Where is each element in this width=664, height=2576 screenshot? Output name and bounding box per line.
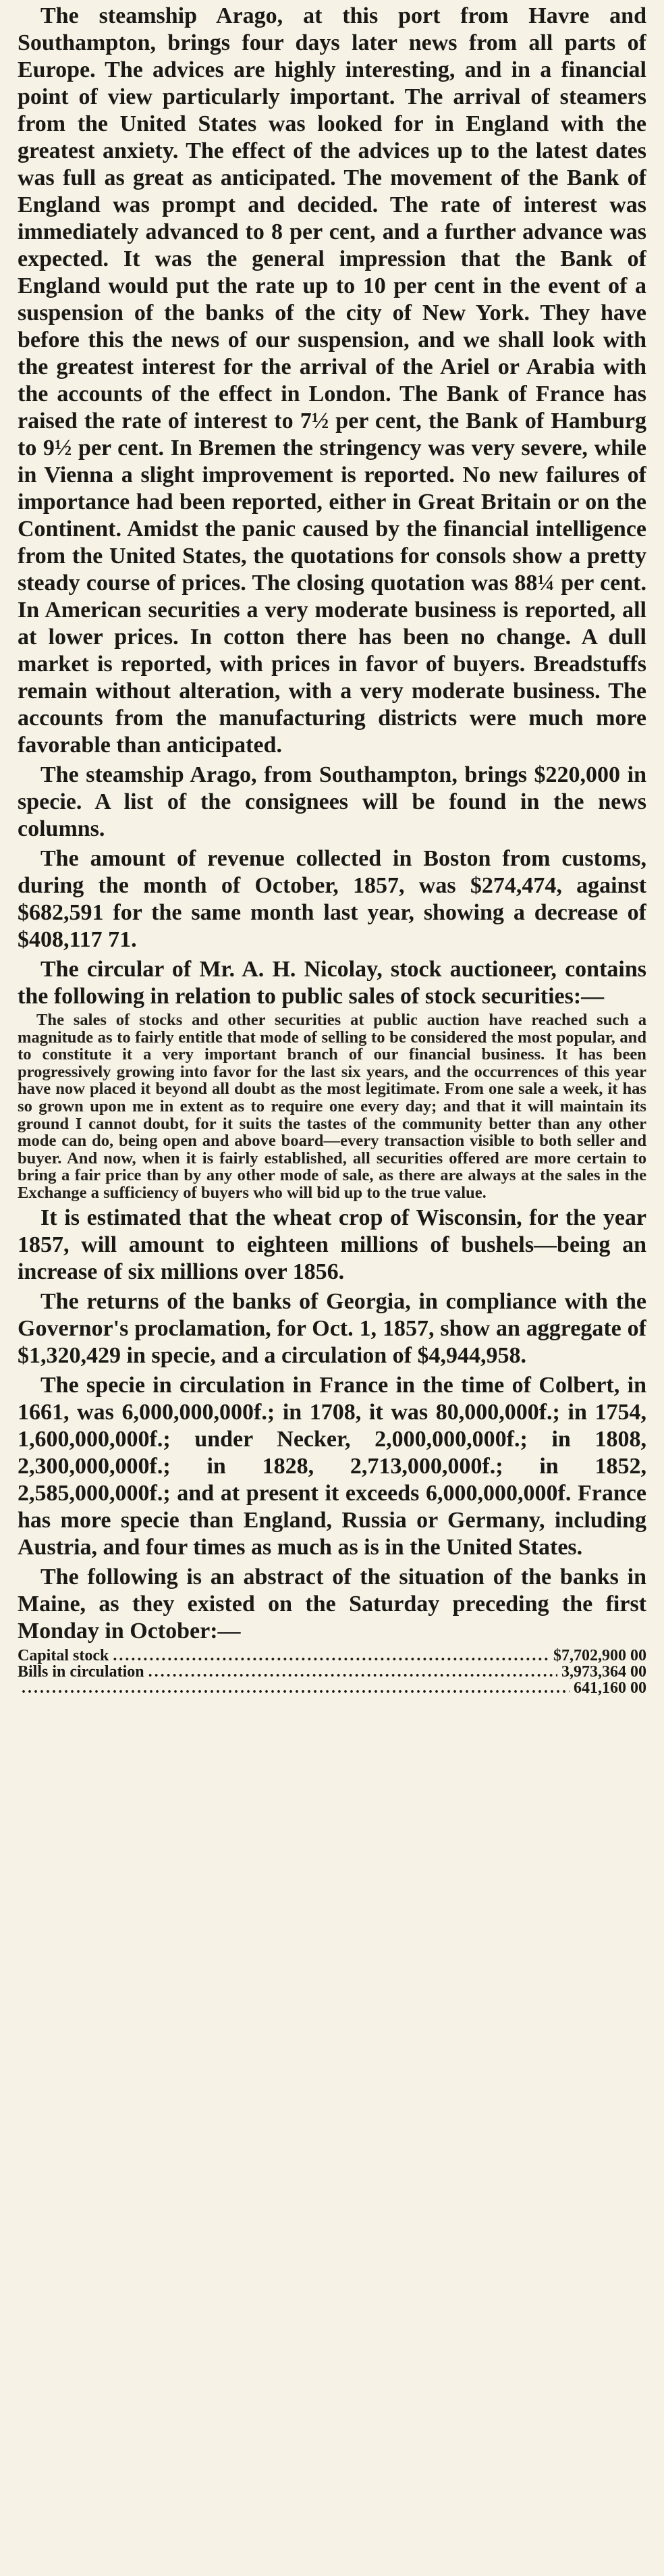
maine-banks-abstract-table xyxy=(18,1648,646,1696)
abstract-row xyxy=(18,1664,646,1680)
circular-excerpt: The sales of stocks and other securities at public auction have reached such a magnitude as to fairly entitle that mode of selling to be considered the most popular, and to constitute it a very important branch of our financial business. It has been progressively growing into favor for the last six years, and the occurrences of this year have now placed it beyond all doubt as the most legitimate. From one sale a week, it has so grown upon me in extent as to require one every day; and that it will maintain its ground I cannot doubt, for it suits the tastes of the community better than any other mode can do, being open and above board—every transaction visible to both seller and buyer. And now, when it is fairly established, all securities offered are more certain to bring a fair price than by any other mode of sale, as there are always at the sales in the Exchange a sufficiency of buyers who will bid up to the true value. xyxy=(18,1011,646,1202)
abstract-row xyxy=(18,1680,646,1696)
leader-dots xyxy=(22,1680,570,1696)
abstract-row-label: Bills in circulation xyxy=(18,1662,144,1681)
abstract-row-amount: 3,973,364 00 xyxy=(561,1662,646,1681)
arago-news-paragraph: The steamship Arago, at this port from Havre and Southampton, brings four days later news from all parts of Europe. The advices are highly interesting, and in a financial point of view particularly important. The arrival of steamers from the United States was looked for in England with the greatest anxiety. The effect of the advices up to the latest dates was full as great as anticipated. The movement of the Bank of England was prompt and decided. The rate of interest was immediately advanced to 8 per cent, and a further advance was expected. It was the general impression that the Bank of England would put the rate up to 10 per cent in the event of a suspension of the banks of the city of New York. They have before this the news of our suspension, and we shall look with the greatest interest for the arrival of the Ariel or Arabia with the accounts of the effect in London. The Bank of France has raised the rate of interest to 7½ per cent, the Bank of Hamburg to 9½ per cent. In Bremen the stringency was very severe, while in Vienna a slight improvement is reported. No new failures of importance had been reported, either in Great Britain or on the Continent. Amidst the panic caused by the financial intelligence from the United States, the quotations for consols show a pretty steady course of prices. The closing quotation was 88¼ per cent. In American securities a very moderate business is reported, all at lower prices. In cotton there has been no change. A dull market is reported, with prices in favor of buyers. Breadstuffs remain without alteration, with a very moderate business. The accounts from the manufacturing districts were much more favorable than anticipated. xyxy=(18,3,646,758)
wisconsin-wheat-paragraph: It is estimated that the wheat crop of Wisconsin, for the year 1857, will amount to eighteen millions of bushels—being an increase of six millions over 1856. xyxy=(18,1205,646,1284)
georgia-banks-paragraph: The returns of the banks of Georgia, in compliance with the Governor's proclamation, for Oct. 1, 1857, show an aggregate of $1,320,429 in specie, and a circulation of $4,944,958. xyxy=(18,1288,646,1368)
abstract-row xyxy=(18,1648,646,1664)
boston-revenue-paragraph: The amount of revenue collected in Boston from customs, during the month of October, 1857, was $274,474, against $682,591 for the same month last year, showing a decrease of $408,117 71. xyxy=(18,846,646,952)
abstract-row-amount: 641,160 00 xyxy=(574,1679,646,1697)
maine-banks-paragraph: The following is an abstract of the situation of the banks in Maine, as they existed on the Saturday preceding the first Monday in October:— xyxy=(18,1564,646,1644)
nicolay-circular-paragraph: The circular of Mr. A. H. Nicolay, stock auctioneer, contains the following in relation to public sales of stock securities:— xyxy=(18,957,646,1009)
leader-dots xyxy=(148,1664,557,1680)
newspaper-column xyxy=(18,3,646,2573)
leader-dots xyxy=(113,1648,549,1664)
abstract-row-amount: $7,702,900 00 xyxy=(553,1646,646,1664)
specie-paragraph: The steamship Arago, from Southampton, brings $220,000 in specie. A list of the consignees will be found in the news columns. xyxy=(18,762,646,841)
abstract-row-label: Capital stock xyxy=(18,1646,109,1664)
france-specie-paragraph: The specie in circulation in France in the time of Colbert, in 1661, was 6,000,000,000f.; in 1708, it was 80,000,000f.; in 1754, 1,600,000,000f.; under Necker, 2,000,000,000f.; in 1808, 2,300,000,000f.; in 1828, 2,713,000,000f.; in 1852, 2,585,000,000f.; and at present it exceeds 6,000,000,000f. France has more specie than England, Russia or Germany, including Austria, and four times as much as is in the United States. xyxy=(18,1372,646,1560)
